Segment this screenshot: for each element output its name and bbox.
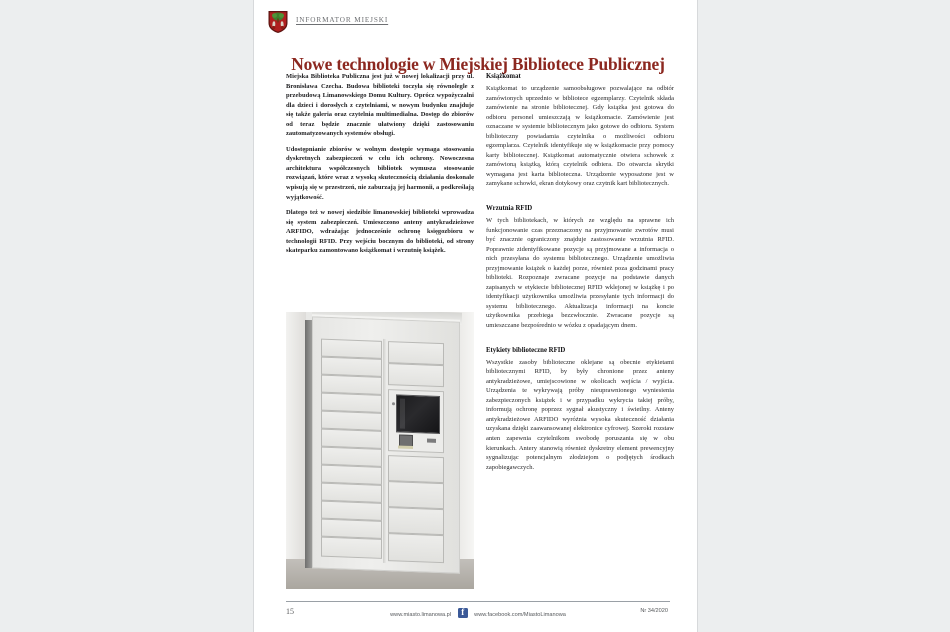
- masthead: [254, 0, 699, 38]
- locker-door: [321, 339, 382, 359]
- locker-bank-left: [321, 339, 382, 561]
- locker-bank-right-bottom: [388, 455, 444, 563]
- wall-left: [286, 312, 306, 570]
- locker-door: [388, 533, 444, 563]
- magazine-page: [253, 0, 698, 632]
- locker-door: [321, 465, 382, 485]
- cabinet-center-rail: [383, 339, 386, 563]
- locker-door: [321, 501, 382, 521]
- issue-number: Nr 34/2020: [640, 608, 668, 614]
- receipt-slot: [427, 439, 436, 443]
- locker-door: [388, 507, 444, 535]
- locker-door: [321, 357, 382, 377]
- book-locker-cabinet: [312, 314, 460, 573]
- locker-door: [321, 483, 382, 503]
- article-headline: Nowe technologie w Miejskiej Bibliotece Publicznej: [291, 53, 665, 74]
- locker-door: [388, 363, 444, 387]
- locker-door: [321, 429, 382, 449]
- locker-door: [321, 411, 382, 431]
- section-spacer: [486, 195, 674, 204]
- paragraph: W tych bibliotekach, w których ze względu na sprawne ich funkcjonowanie czas przeznaczony na przyjmowanie zwrotów musi być znacznie ograniczony znajduje zastosowanie wrzutnia RFID. Poprawnie zidentyfikowane pozycje są przyjmowane a informacja o nich przesyłana do systemu bibliotecznego. Urządzenie umożliwia przyjmowanie książek o każdej porze, również poza godzinami pracy biblioteki. Rozpoznaje zwracane pozycje na podstawie danych zapisanych w etykiecie bibliotecznej RFID wklejonej w książkę i po identyfikacji użytkownika umożliwia przesyłanie tych informacji do systemu bibliotecznego. Aktualizacja informacji na koncie użytkownika przebiega bezzwłocznie. Zwracane pozycje są umieszczane bezpośrednio w wózku z opadającym dnem.: [486, 217, 674, 330]
- facebook-icon[interactable]: [458, 608, 468, 618]
- locker-door: [388, 341, 444, 365]
- photo-scene: [286, 312, 474, 589]
- website-url[interactable]: www.miasto.limanowa.pl: [390, 612, 452, 618]
- paragraph: Miejska Biblioteka Publiczna jest już w nowej lokalizacji przy ul. Bronisława Czecha. Budowa biblioteki toczyła się równolegle z przebudową Limanowskiego Domu Kultury. Oprócz wypożyczalni dla dzieci i dorosłych z czytelniami, w nowym budynku znajduje się także galeria oraz czytelnia multimedialna. Dostęp do zbiorów od teraz będzie znacznie ułatwiony dzięki zastosowaniu zautomatyzowanych systemów obsługi.: [286, 73, 474, 138]
- section-heading-ksiazkomat: Książkomat: [486, 73, 521, 80]
- section-heading-etykiety: Etykiety biblioteczne RFID: [486, 346, 566, 354]
- article-photo: [286, 312, 474, 589]
- paragraph: Wszystkie zasoby biblioteczne oklejane są obecnie etykietami bibliotecznymi RFID, by były chronione przez anteny antykradzieżowe, umiejscowione w okolicach wejścia / wyjścia. Urządzenia te wykrywają próby nieuprawnionego wyniesienia zabezpieczonych książek i w przypadku wykrycia takiej próby, informują ochronę poprzez sygnał akustyczny i świetlny. Anteny antykradzieżowe ARFIDO wyróżnia wysoka skuteczność działania uzyskana dzięki zaawansowanej elektronice cyfrowej. Szeroki rozstaw anten zapewnia czytelnikom swobodę poruszania się w obu kierunkach. Antery stanowią również dyskretny element prewencyjny sygnalizując potencjalnym złodziejom o podjętych środkach zapobiegawczych.: [486, 358, 674, 471]
- sensor-dot-icon: [392, 402, 395, 405]
- card-reader-lip: [398, 445, 413, 449]
- locker-door: [321, 537, 382, 559]
- paragraph: Dlatego też w nowej siedzibie limanowskiej biblioteki wprowadza się system zabezpieczeń. Umieszczono anteny antykradzieżowe ARFIDO, wdrażając jednocześnie ochronę księgozbioru w technologii RFID. Przy wejściu bocznym do biblioteki, od strony skateparku zamontowano książkomat i wrzutnię książek.: [286, 209, 474, 255]
- paragraph: Książkomat to urządzenie samoobsługowe pozwalające na odbiór zamówionych uprzednio w bibliotece egzemplarzy. Czytelnik składa zamówienie na stronie bibliotecznej. Gdy książka jest gotowa do odbioru personel umieszczają w książkomacie. Zamówienie jest oznaczane w systemie bibliotecznym jako gotowe do odbioru. System biblioteczny powiadamia czytelnika o możliwości odbioru egzemplarza. Czytelnik identyfikuje się w książkomacie przy pomocy karty bibliotecznej. Książkomat automatycznie otwiera schowek z zamówioną książką, którą czytelnik odbiera. Do otwarcia skrytki wymagana jest karta biblioteczna. Urządzenie wyposażone jest w zamykane schowki, ekran dotykowy oraz czytnik kart bibliotecznych.: [486, 85, 674, 188]
- locker-door: [321, 393, 382, 413]
- left-column: [286, 72, 474, 262]
- terminal-panel: [388, 389, 444, 453]
- section-spacer: [486, 337, 674, 346]
- touchscreen: [396, 394, 440, 434]
- footer-links: [286, 608, 670, 618]
- locker-door: [321, 375, 382, 395]
- screen-glare: [400, 399, 405, 429]
- page-number: 15: [286, 607, 294, 616]
- coat-of-arms-icon: [267, 9, 289, 34]
- paragraph: Udostępnianie zbiorów w wolnym dostępie wymaga stosowania dyskretnych zabezpieczeń w celu ich ochrony. Nowoczesna architektura współczesnych bibliotek wymusza stosowanie rozwiązań, które wraz z wysoką skutecznością działania doskonale wpisują się w przestrzeń, nie zaburzają jej harmonii, a podkreślają wyjątkowość.: [286, 145, 474, 201]
- locker-door: [388, 481, 444, 509]
- facebook-url[interactable]: www.facebook.com/MiastoLimanowa: [474, 612, 566, 618]
- locker-door: [321, 519, 382, 539]
- locker-door: [388, 455, 444, 483]
- section-heading-wrzutnia: Wrzutnia RFID: [486, 205, 533, 213]
- right-column: [486, 72, 674, 478]
- footer-divider: [286, 601, 670, 602]
- masthead-label: INFORMATOR MIEJSKI: [296, 16, 389, 24]
- locker-bank-right-top: [388, 341, 444, 389]
- locker-door: [321, 447, 382, 467]
